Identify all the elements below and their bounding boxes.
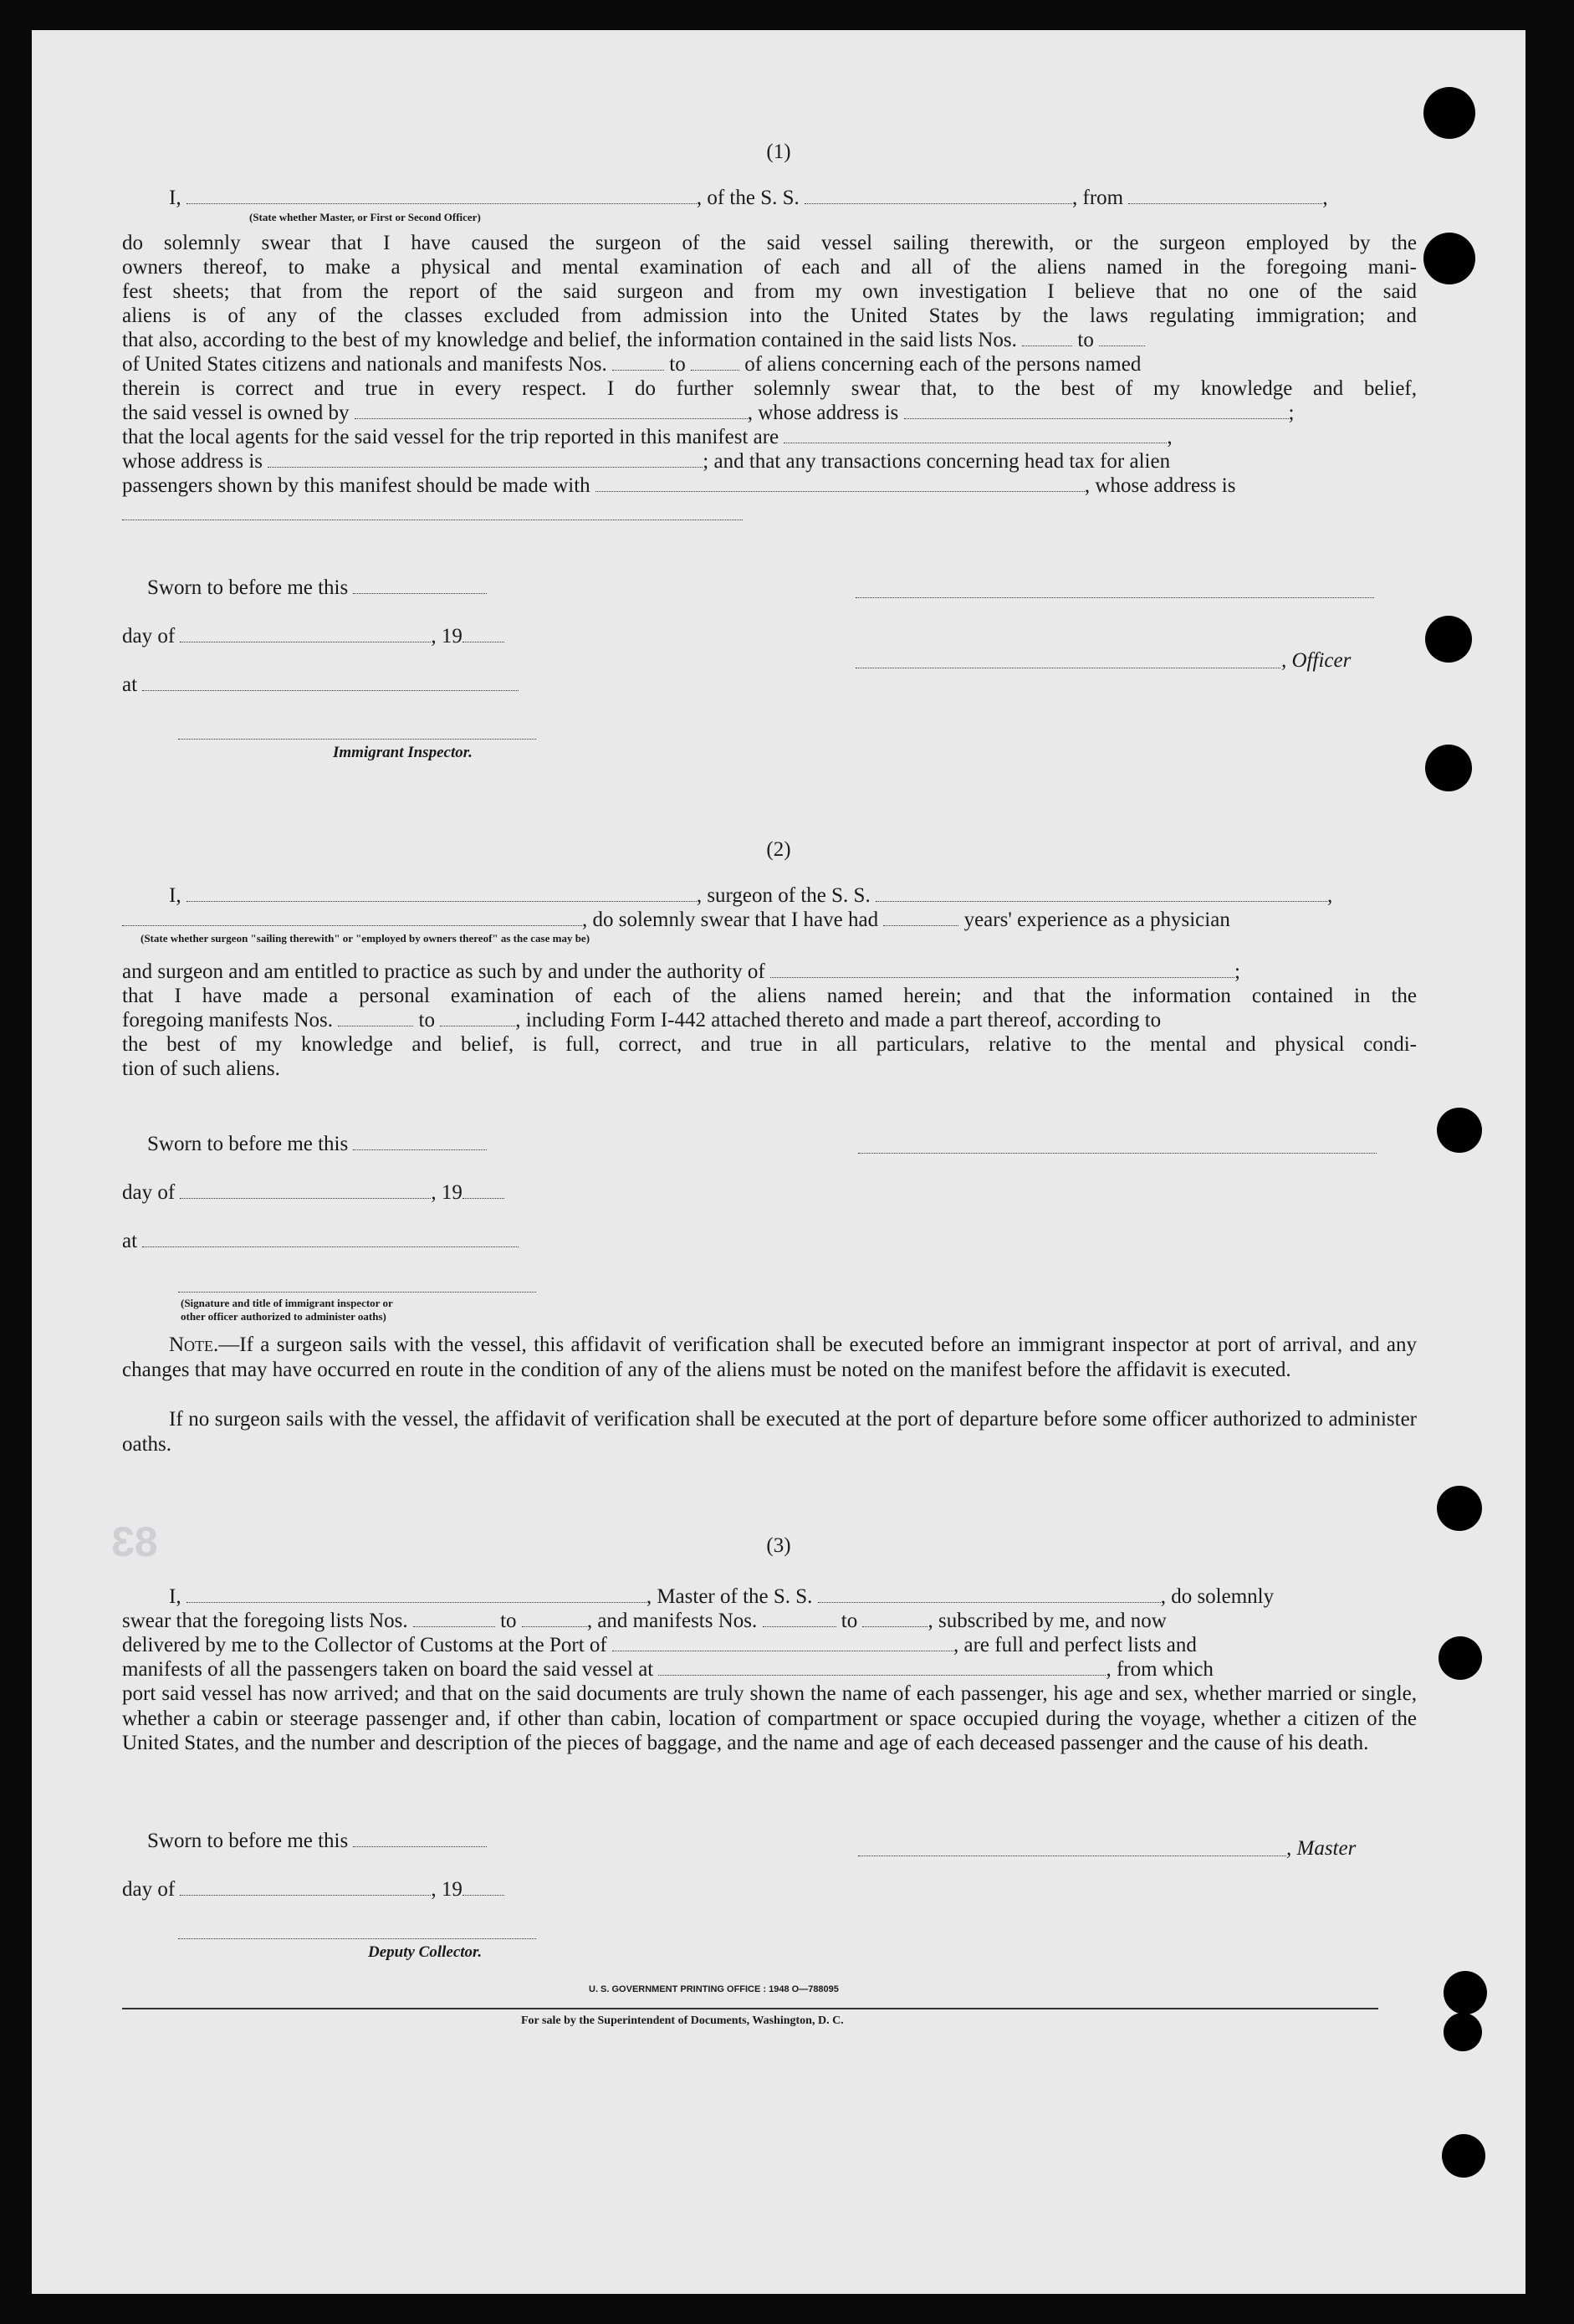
s1-year-field[interactable] — [462, 625, 504, 642]
section-1-number: (1) — [766, 141, 791, 163]
s2-surgeon-signature-line[interactable] — [858, 1151, 1377, 1154]
s2-day-of: day of , 19 — [122, 1181, 504, 1205]
s2-year-field[interactable] — [462, 1181, 504, 1199]
s2-line-4: that I have made a personal examination of each of the aliens named herein; and that the information contained in the — [122, 985, 1417, 1007]
s2-month-field[interactable] — [180, 1181, 431, 1199]
s2-inspector-signature-line[interactable] — [178, 1290, 536, 1293]
s3-manifests-to-field[interactable] — [862, 1610, 928, 1627]
s2-line-6: the best of my knowledge and belief, is full, correct, and true in all particulars, relative to the mental and physical condi- — [122, 1033, 1417, 1056]
departure-port-field[interactable] — [1128, 187, 1322, 204]
s2-sworn-label: Sworn to before me this — [147, 1133, 487, 1156]
s1-line-11: passengers shown by this manifest should be made with , whose address is — [122, 474, 1236, 497]
s2-vessel-field[interactable] — [876, 884, 1327, 902]
s1-line-6: of United States citizens and nationals and manifests Nos. to of aliens concerning each of the persons named — [122, 353, 1142, 376]
s3-year-field[interactable] — [462, 1878, 504, 1896]
s2-at-place-field[interactable] — [142, 1230, 519, 1247]
lists-from-field[interactable] — [1022, 329, 1072, 346]
vessel-name-field[interactable] — [805, 187, 1072, 204]
s3-master-signature-line[interactable] — [858, 1854, 1286, 1856]
punch-hole — [1439, 1636, 1482, 1680]
s2-line-2: , do solemnly swear that I have had years' experience as a physician — [122, 908, 1417, 932]
s1-line-9: that the local agents for the said vessel for the trip reported in this manifest are , — [122, 426, 1173, 448]
section-2-number: (2) — [766, 838, 791, 861]
s2-line-5: foregoing manifests Nos. to , including Form I-442 attached thereto and made a part thereof, according to — [122, 1009, 1162, 1031]
s1-day-of: day of , 19 — [122, 625, 504, 648]
s3-sworn-label: Sworn to before me this — [147, 1830, 487, 1853]
s3-day-of: day of , 19 — [122, 1878, 504, 1902]
s1-inspector-label: Immigrant Inspector. — [333, 744, 473, 761]
s1-line-7: therein is correct and true in every respect. I do further solemnly swear that, to the best of my knowledge and belief, — [122, 377, 1417, 400]
vessel-owner-field[interactable] — [355, 402, 748, 419]
s3-collector-label: Deputy Collector. — [368, 1943, 483, 1961]
s3-vessel-field[interactable] — [818, 1585, 1161, 1603]
punch-hole — [1444, 1971, 1487, 2014]
s3-sworn-date-field[interactable] — [353, 1830, 487, 1847]
s2-note-label: Note. — [169, 1333, 219, 1356]
s1-sworn-label: Sworn to before me this — [147, 576, 487, 600]
bleed-through-number: 83 — [111, 1518, 158, 1565]
s3-lists-to-field[interactable] — [522, 1610, 587, 1627]
s2-manifests-to-field[interactable] — [440, 1009, 515, 1026]
s3-body: port said vessel has now arrived; and that on the said documents are truly shown the name of each passenger, his age and sex, whether married or single, whether a cabin or steerage passenger and, if other than cabin, location of compartment or space occupied during the voyage, whether a citizen of the United States, and the number and description of the pieces of baggage, and the name and age of each deceased passenger and the cause of his death. — [122, 1682, 1417, 1754]
officer-title-field[interactable] — [187, 187, 697, 204]
s1-officer-title-line[interactable] — [856, 666, 1280, 668]
s3-boarding-port-field[interactable] — [658, 1658, 1106, 1676]
s1-inspector-signature-line[interactable] — [178, 737, 536, 740]
s1-sworn-date-field[interactable] — [353, 576, 487, 594]
punch-hole — [1425, 745, 1472, 791]
punch-hole — [1444, 2013, 1482, 2051]
s3-collector-signature-line[interactable] — [178, 1937, 536, 1939]
s3-manifests-from-field[interactable] — [763, 1610, 836, 1627]
agents-address-field[interactable] — [268, 450, 703, 468]
s2-sig-note-2: other officer authorized to administer oaths) — [181, 1310, 386, 1323]
s2-line-7: tion of such aliens. — [122, 1057, 280, 1080]
punch-hole — [1423, 87, 1475, 139]
s3-lists-from-field[interactable] — [413, 1610, 495, 1627]
s3-line-3: delivered by me to the Collector of Customs at the Port of , are full and perfect lists and — [122, 1634, 1197, 1656]
form-page — [32, 30, 1525, 2294]
punch-hole — [1437, 1486, 1482, 1531]
s1-body-1: do solemnly swear that I have caused the surgeon of the said vessel sailing therewith, or the surgeon employed by the — [122, 232, 1417, 254]
s2-surgeon-note: (State whether surgeon "sailing therewith" or "employed by owners thereof" as the case may be) — [141, 932, 590, 944]
head-tax-address-field[interactable] — [122, 518, 743, 520]
lists-to-field[interactable] — [1099, 329, 1145, 346]
manifests-from-field[interactable] — [612, 353, 664, 371]
sale-notice: For sale by the Superintendent of Documents, Washington, D. C. — [521, 2014, 844, 2027]
s1-at-place-field[interactable] — [142, 673, 519, 691]
s3-master-label: , Master — [1286, 1837, 1357, 1860]
s3-month-field[interactable] — [180, 1878, 431, 1896]
s1-body-3: fest sheets; that from the report of the said surgeon and from my own investigation I believe that no one of the said — [122, 280, 1417, 303]
s2-sig-note-1: (Signature and title of immigrant inspector or — [181, 1297, 393, 1309]
s3-master-name-field[interactable] — [187, 1585, 646, 1603]
s3-line-1: I, , Master of the S. S. , do solemnly — [169, 1585, 1275, 1608]
s1-body-2: owners thereof, to make a physical and mental examination of each and all of the aliens named in the foregoing mani- — [122, 256, 1417, 279]
s1-officer-note: (State whether Master, or First or Second Officer) — [249, 211, 481, 223]
local-agents-field[interactable] — [784, 426, 1167, 443]
s1-line-10: whose address is ; and that any transactions concerning head tax for alien — [122, 450, 1171, 473]
owner-address-field[interactable] — [904, 402, 1289, 419]
s1-month-field[interactable] — [180, 625, 431, 642]
section-3-number: (3) — [766, 1534, 791, 1557]
s1-officer-label: , Officer — [1281, 649, 1352, 672]
s2-note: Note.—If a surgeon sails with the vessel, this affidavit of verification shall be executed before an immigrant inspector at port of arrival, and any changes that may have occurred en route in the condition of any of the aliens must be noted on the manifest before the affidavit is executed. — [122, 1333, 1417, 1381]
punch-hole — [1425, 616, 1472, 663]
head-tax-party-field[interactable] — [595, 474, 1085, 492]
s2-line-1: I, , surgeon of the S. S. , — [169, 884, 1333, 907]
s2-at: at — [122, 1230, 519, 1253]
s1-line-1: I, , of the S. S. , from , — [169, 187, 1328, 209]
s2-years-field[interactable] — [883, 909, 958, 926]
s2-note-2: If no surgeon sails with the vessel, the affidavit of verification shall be executed at the port of departure before some officer authorized to administer oaths. — [122, 1408, 1417, 1456]
s2-line-3: and surgeon and am entitled to practice as such by and under the authority of ; — [122, 960, 1240, 983]
s1-line-8: the said vessel is owned by , whose address is ; — [122, 402, 1295, 424]
s1-body-4: aliens is of any of the classes excluded from admission into the United States by the laws regulating immigration; and — [122, 305, 1417, 327]
gpo-imprint: U. S. GOVERNMENT PRINTING OFFICE : 1948 O—788095 — [589, 1984, 839, 1994]
s3-port-field[interactable] — [612, 1634, 953, 1651]
punch-hole — [1434, 241, 1468, 274]
s2-authority-field[interactable] — [770, 960, 1234, 978]
punch-hole — [1437, 1108, 1482, 1153]
s2-sworn-date-field[interactable] — [353, 1133, 487, 1150]
s2-manifests-from-field[interactable] — [338, 1009, 413, 1026]
s3-line-4: manifests of all the passengers taken on board the said vessel at , from which — [122, 1658, 1214, 1681]
s1-at: at — [122, 673, 519, 697]
s2-surgeon-name-field[interactable] — [187, 884, 697, 902]
s1-officer-signature-line[interactable] — [856, 596, 1374, 598]
footer-rule — [122, 2008, 1378, 2009]
manifests-to-field[interactable] — [691, 353, 739, 371]
s2-surgeon-type-field[interactable] — [122, 909, 582, 926]
s1-line-5: that also, according to the best of my knowledge and belief, the information contained in the said lists Nos. to — [122, 328, 1417, 352]
s3-line-2: swear that the foregoing lists Nos. to , and manifests Nos. to , subscribed by me, and now — [122, 1610, 1167, 1632]
punch-hole — [1442, 2134, 1485, 2178]
